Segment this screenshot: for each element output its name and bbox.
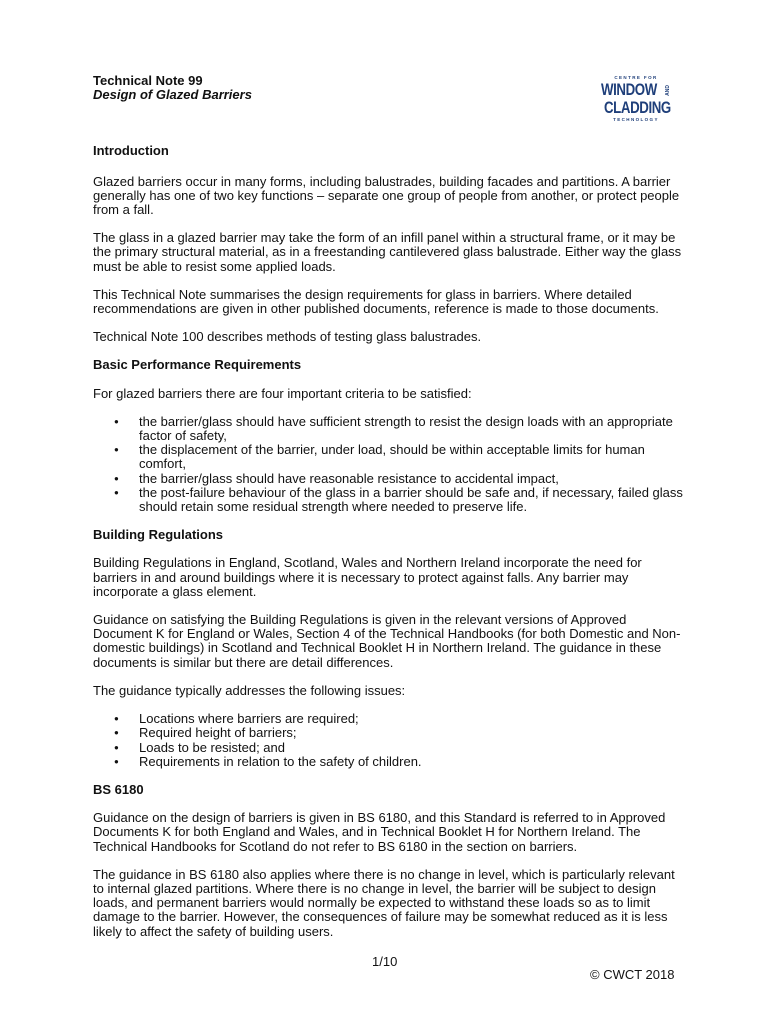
list-item: ● the displacement of the barrier, under load, should be within acceptable limits for human comfort, (93, 443, 683, 471)
heading-introduction: Introduction (93, 143, 169, 159)
basic-paragraph-1: For glazed barriers there are four important criteria to be satisfied: (93, 385, 472, 401)
intro-paragraph-1: Glazed barriers occur in many forms, including balustrades, building facades and partitions. A barrier generally has one of two key functions – separate one group of people from another, or protect people from a fall. (93, 173, 680, 218)
logo-top-text: CENTRE FOR (614, 75, 658, 80)
regs-paragraph-2: Guidance on satisfying the Building Regulations is given in the relevant versions of Approved Document K for England or Wales, Section 4 of the Technical Handbooks (for both Domestic and Non-domestic buildings) in Scotland and Technical Booklet H in Northern Ireland. The guidance in these documents is similar but there are detail differences. (93, 612, 681, 670)
list-item: ● the barrier/glass should have reasonable resistance to accidental impact, (93, 472, 683, 486)
list-item: ● Loads to be resisted; and (93, 741, 683, 755)
list-item: ● Required height of barriers; (93, 726, 683, 740)
copyright: © CWCT 2018 (590, 967, 675, 982)
list-item: ● the post-failure behaviour of the glass in a barrier should be safe and, if necessary, failed glass should retain some residual strength where needed to preserve life. (93, 486, 683, 514)
intro-paragraph-2: The glass in a glazed barrier may take the form of an infill panel within a structural frame, or it may be the primary structural material, as in a freestanding cantilevered glass balustrade. Either way the glass must be able to resist some applied loads. (93, 230, 682, 274)
page-number: 1/10 (372, 954, 398, 969)
regs-paragraph-1: Building Regulations in England, Scotland, Wales and Northern Ireland incorporate the need for barriers in and around buildings where it is necessary to protect against falls. Any barrier may incorporate a glass element. (93, 555, 642, 599)
regs-paragraph-3: The guidance typically addresses the following issues: (93, 682, 406, 698)
logo-line1: WINDOW (601, 80, 657, 99)
list-item: ● Locations where barriers are required; (93, 712, 683, 726)
document-subtitle: Design of Glazed Barriers (93, 87, 252, 103)
document-body (93, 74, 683, 939)
issues-list (93, 712, 683, 769)
heading-bs-6180: BS 6180 (93, 781, 144, 797)
list-item: ● Requirements in relation to the safety of children. (93, 755, 683, 769)
logo-line2: CLADDING (604, 98, 671, 117)
logo-and: AND (665, 84, 671, 96)
bs-paragraph-2: The guidance in BS 6180 also applies where there is no change in level, which is particularly relevant to internal glazed partitions. Where there is no change in level, the barrier will be subject to design loads, and permanent barriers would normally be expected to withstand these loads so as to limit damage to the barrier. However, the consequences of failure may be somewhat reduced as it is less likely to affect the safety of building users. (93, 866, 675, 939)
intro-paragraph-3: This Technical Note summarises the design requirements for glass in barriers. Where detailed recommendations are given in other published documents, reference is made to those documents. (93, 286, 659, 317)
heading-basic-performance: Basic Performance Requirements (93, 357, 302, 373)
logo-bottom-text: TECHNOLOGY (613, 117, 659, 122)
intro-paragraph-4: Technical Note 100 describes methods of testing glass balustrades. (93, 329, 482, 345)
list-item: ● the barrier/glass should have sufficient strength to resist the design loads with an appropriate factor of safety, (93, 415, 683, 443)
heading-building-regulations: Building Regulations (93, 527, 223, 543)
bs-paragraph-1: Guidance on the design of barriers is given in BS 6180, and this Standard is referred to in Approved Documents K for both England and Wales, and in Technical Booklet H for Northern Ireland. The Technical Handbooks for Scotland do not refer to BS 6180 in the section on barriers. (93, 810, 666, 854)
criteria-list (93, 415, 683, 514)
document-title: Technical Note 99 (93, 73, 203, 88)
